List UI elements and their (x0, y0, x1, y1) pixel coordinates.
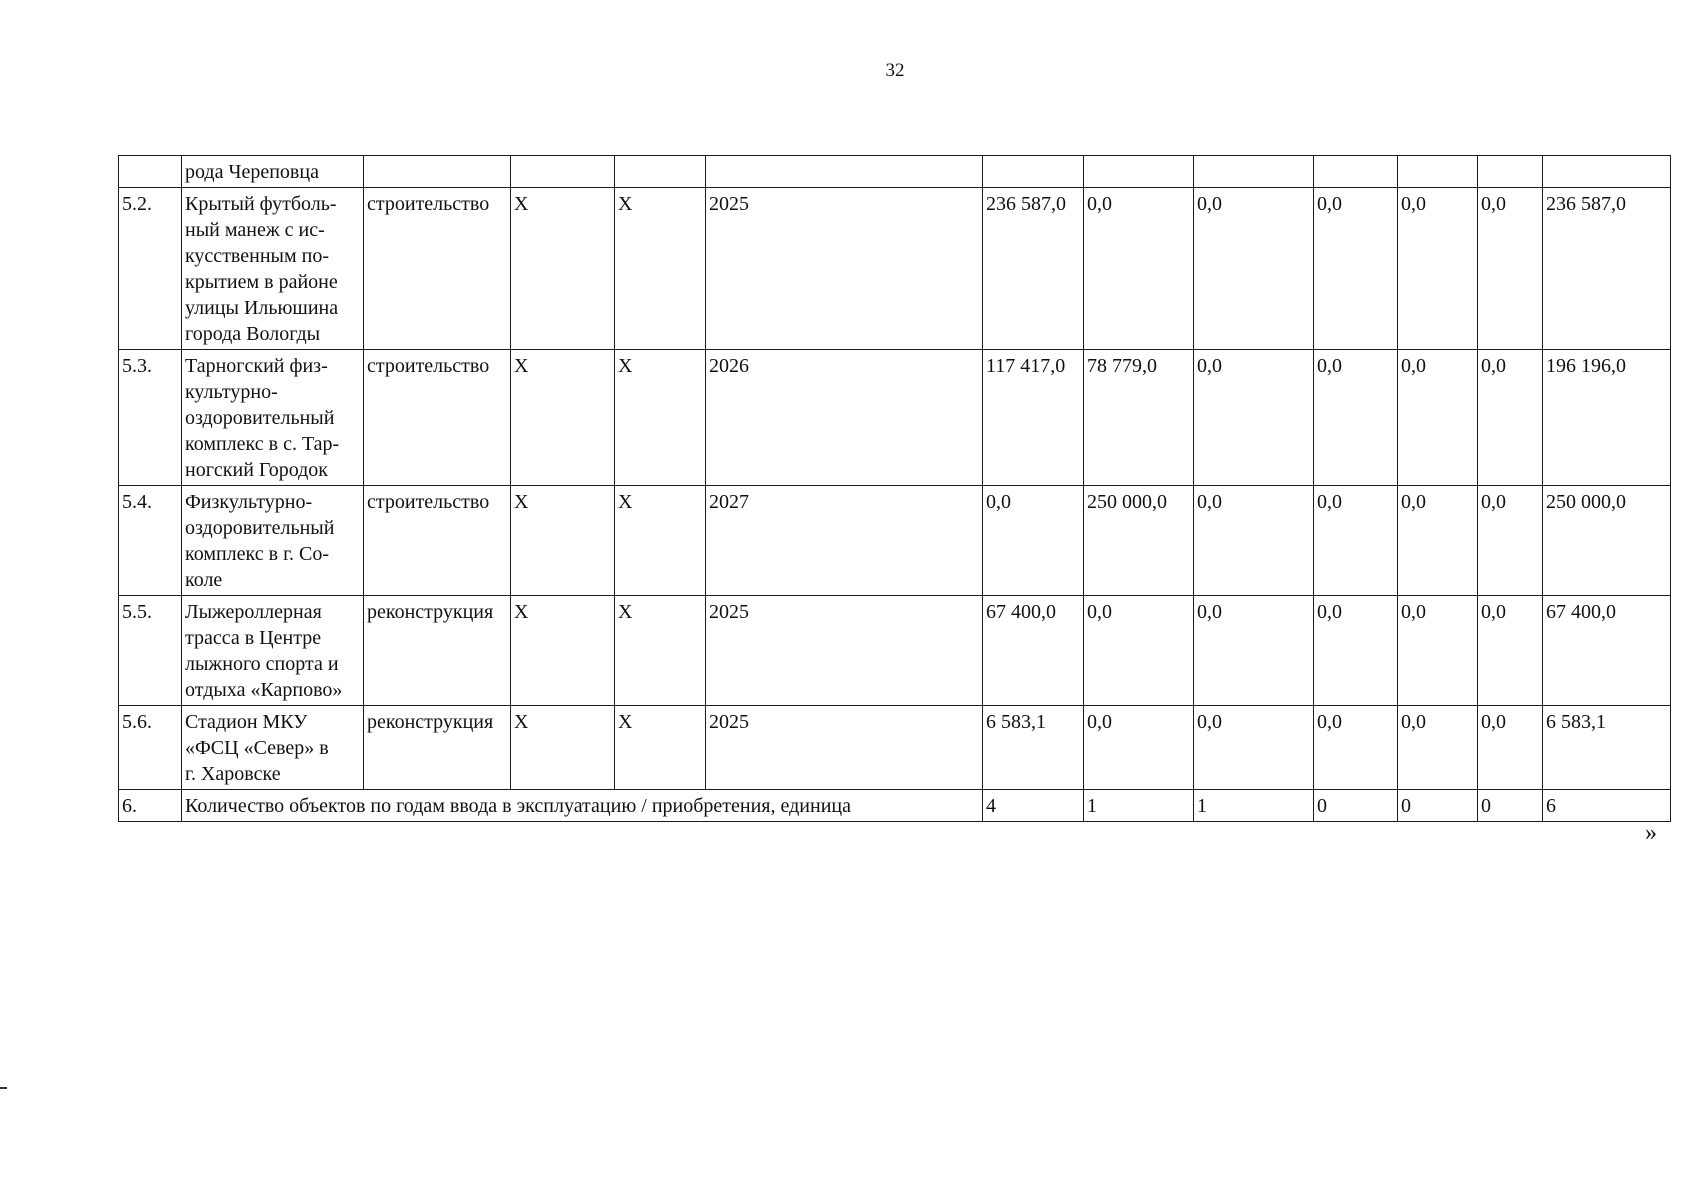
cell-type: реконструкция (364, 706, 511, 790)
cell-value-5: 0,0 (1398, 188, 1478, 350)
cell-value-1: 0,0 (983, 486, 1084, 596)
cell-name: Лыжероллерная трасса в Центре лыжного спорта и отдыха «Карпово» (182, 596, 364, 706)
cell-x-1: Х (511, 188, 615, 350)
cell-value-6: 0,0 (1478, 596, 1543, 706)
cell-no: 5.3. (119, 350, 182, 486)
cell-total: 196 196,0 (1543, 350, 1671, 486)
table-row (119, 350, 1671, 486)
cell-value-2: 0,0 (1084, 706, 1194, 790)
cell-value-3: 1 (1194, 790, 1314, 822)
cell-value-3: 0,0 (1194, 596, 1314, 706)
cell-no: 5.6. (119, 706, 182, 790)
cell-total: 6 583,1 (1543, 706, 1671, 790)
cell-x-1: Х (511, 350, 615, 486)
cell-value-5: 0,0 (1398, 596, 1478, 706)
cell-value-4: 0,0 (1314, 596, 1398, 706)
cell-year: 2025 (706, 188, 983, 350)
cell-x-2: Х (615, 350, 706, 486)
cell-value-5: 0 (1398, 790, 1478, 822)
cell-x-2: Х (615, 706, 706, 790)
cell-value-2: 250 000,0 (1084, 486, 1194, 596)
cell-value-5: 0,0 (1398, 486, 1478, 596)
cell-value-1: 6 583,1 (983, 706, 1084, 790)
cell-year: 2026 (706, 350, 983, 486)
cell-value-4: 0,0 (1314, 188, 1398, 350)
cell-year: 2027 (706, 486, 983, 596)
cell-total: 6 (1543, 790, 1671, 822)
cell-total: 250 000,0 (1543, 486, 1671, 596)
cell-x-2: Х (615, 188, 706, 350)
cell-no: 5.5. (119, 596, 182, 706)
cell-value-4: 0,0 (1314, 706, 1398, 790)
table-row (119, 596, 1671, 706)
cell-type: строительство (364, 188, 511, 350)
table-row-continuation (119, 156, 1671, 188)
closing-quote: » (1645, 820, 1657, 846)
table-row (119, 706, 1671, 790)
margin-mark (0, 1087, 7, 1089)
cell-value-6: 0 (1478, 790, 1543, 822)
cell-value-3: 0,0 (1194, 350, 1314, 486)
cell-name: Физкультурно- оздоровительный комплекс в г. Со- коле (182, 486, 364, 596)
cell-x-1: Х (511, 596, 615, 706)
cell-year: 2025 (706, 596, 983, 706)
cell-type: реконструкция (364, 596, 511, 706)
cell-value-3: 0,0 (1194, 486, 1314, 596)
cell-value-3: 0,0 (1194, 706, 1314, 790)
cell-value-2: 1 (1084, 790, 1194, 822)
cell-value-5: 0,0 (1398, 706, 1478, 790)
cell-name: Стадион МКУ «ФСЦ «Север» в г. Харовске (182, 706, 364, 790)
cell-value-6: 0,0 (1478, 188, 1543, 350)
cell-value-1: 117 417,0 (983, 350, 1084, 486)
cell-x-1: Х (511, 706, 615, 790)
cell-value-2: 78 779,0 (1084, 350, 1194, 486)
cell-value-1: 67 400,0 (983, 596, 1084, 706)
cell-total: 67 400,0 (1543, 596, 1671, 706)
cell-no: 5.4. (119, 486, 182, 596)
cell-value-4: 0 (1314, 790, 1398, 822)
cell-name: рода Череповца (182, 156, 364, 188)
cell-value-6: 0,0 (1478, 706, 1543, 790)
cell-no: 6. (119, 790, 182, 822)
cell-value-2: 0,0 (1084, 188, 1194, 350)
cell-no: 5.2. (119, 188, 182, 350)
table-row (119, 188, 1671, 350)
cell-value-6: 0,0 (1478, 486, 1543, 596)
cell-x-2: Х (615, 486, 706, 596)
cell-value-4: 0,0 (1314, 350, 1398, 486)
summary-label: Количество объектов по годам ввода в эксплуатацию / приобретения, единица (182, 790, 983, 822)
cell-value-3: 0,0 (1194, 188, 1314, 350)
cell-name: Тарногский физ- культурно- оздоровительный комплекс в с. Тар- ногский Городок (182, 350, 364, 486)
cell-type: строительство (364, 486, 511, 596)
cell-total: 236 587,0 (1543, 188, 1671, 350)
objects-table (118, 155, 1671, 822)
cell-type: строительство (364, 350, 511, 486)
cell-name: Крытый футболь- ный манеж с ис- кусственным по- крытием в районе улицы Ильюшина города Вологды (182, 188, 364, 350)
cell-value-1: 4 (983, 790, 1084, 822)
cell-value-2: 0,0 (1084, 596, 1194, 706)
cell-value-6: 0,0 (1478, 350, 1543, 486)
cell-no (119, 156, 182, 188)
page-number: 32 (885, 60, 905, 81)
cell-x-2: Х (615, 596, 706, 706)
table-row (119, 486, 1671, 596)
cell-x-1: Х (511, 486, 615, 596)
cell-year: 2025 (706, 706, 983, 790)
cell-value-5: 0,0 (1398, 350, 1478, 486)
cell-value-1: 236 587,0 (983, 188, 1084, 350)
cell-value-4: 0,0 (1314, 486, 1398, 596)
summary-row (119, 790, 1671, 822)
